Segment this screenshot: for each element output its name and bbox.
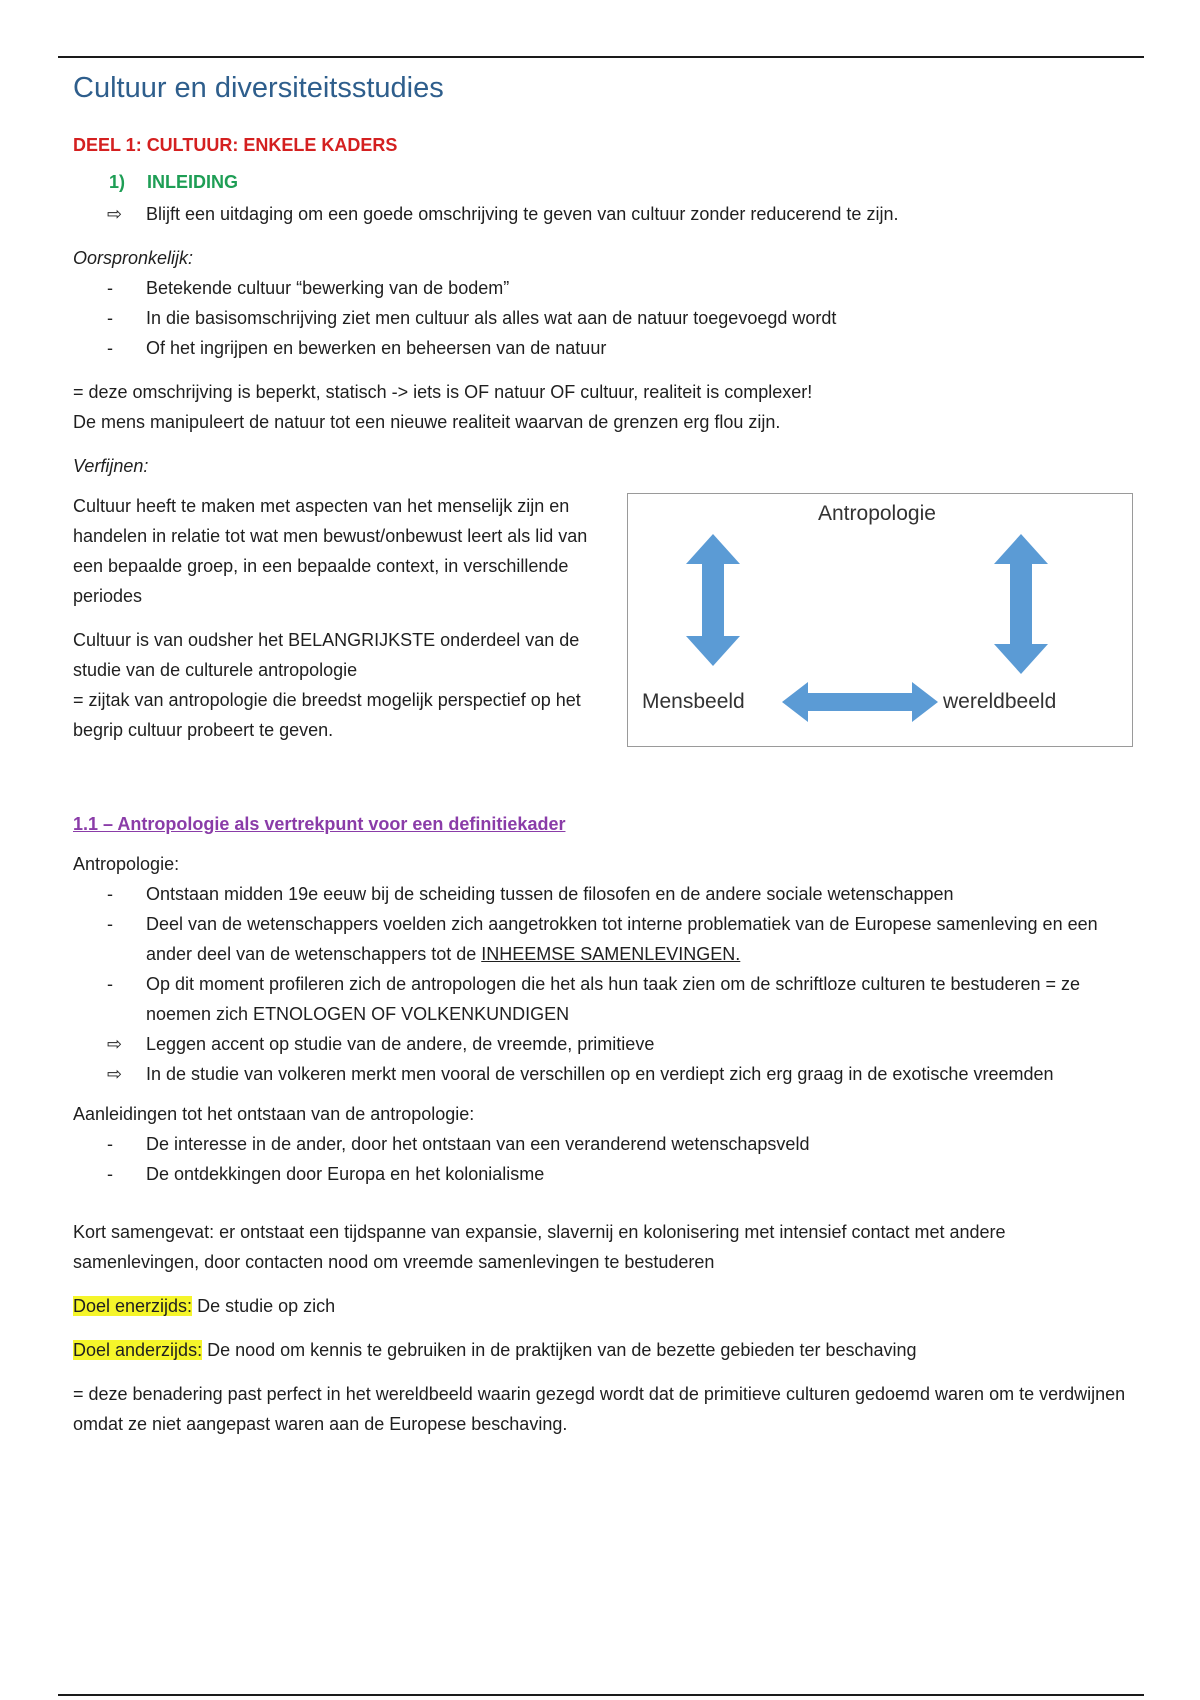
diagram-label-antropologie: Antropologie <box>818 502 936 525</box>
verfijnen-heading: Verfijnen: <box>73 456 149 476</box>
dash-bullet: - <box>107 974 113 994</box>
aanleidingen-heading: Aanleidingen tot het ontstaan van de antropologie: <box>73 1104 475 1124</box>
antropologie-heading: Antropologie: <box>73 854 180 874</box>
list-item: - De interesse in de ander, door het ontstaan van een veranderend wetenschapsveld <box>73 1129 1133 1159</box>
arrow-item: ⇨ Blijft een uitdaging om een goede omschrijving te geven van cultuur zonder reducerend te zijn. <box>73 199 1133 229</box>
grenzen-line: De mens manipuleert de natuur tot een nieuwe realiteit waarvan de grenzen erg flou zijn. <box>73 412 781 432</box>
oorspronkelijk-heading: Oorspronkelijk: <box>73 248 194 268</box>
arrow-bullet-icon: ⇨ <box>107 1064 123 1084</box>
subheading-number: 1) <box>109 172 126 192</box>
statisch-line: = deze omschrijving is beperkt, statisch -> iets is OF natuur OF cultuur, realiteit is complexer! <box>73 382 813 402</box>
arrow-item: ⇨ In de studie van volkeren merkt men vooral de verschillen op en verdiept zich erg graag in de exotische vreemden <box>73 1059 1133 1089</box>
list-item: - De ontdekkingen door Europa en het kolonialisme <box>73 1159 1133 1189</box>
part-heading: DEEL 1: CULTUUR: ENKELE KADERS <box>73 135 398 155</box>
diagram-label-wereldbeeld: wereldbeeld <box>943 690 1057 713</box>
list-item: - In die basisomschrijving ziet men cultuur als alles wat aan de natuur toegevoegd wordt <box>73 303 1133 333</box>
document-title: Cultuur en diversiteitsstudies <box>73 72 444 104</box>
list-item: - Ontstaan midden 19e eeuw bij de scheiding tussen de filosofen en de andere sociale wetenschappen <box>73 879 1133 909</box>
oudsher-paragraph: Cultuur is van oudsher het BELANGRIJKSTE onderdeel van de studie van de culturele antropologie <box>73 630 580 680</box>
aanleidingen-list <box>73 1129 1133 1189</box>
doel-anderzijds: Doel anderzijds: De nood om kennis te gebruiken in de praktijken van de bezette gebieden ter beschaving <box>73 1340 917 1360</box>
samengevat-paragraph: Kort samengevat: er ontstaat een tijdspanne van expansie, slavernij en kolonisering met intensief contact met andere samenlevingen, door contacten nood om vreemde samenlevingen te bestuderen <box>73 1222 1006 1272</box>
dash-bullet: - <box>107 1164 113 1184</box>
vertical-double-arrow-right-icon <box>994 534 1048 674</box>
horizontal-double-arrow-icon <box>782 682 938 722</box>
section-heading: 1.1 – Antropologie als vertrekpunt voor een definitiekader <box>73 814 566 834</box>
document-page <box>73 72 1133 1439</box>
dash-bullet: - <box>107 914 113 934</box>
dash-bullet: - <box>107 308 113 328</box>
dash-bullet: - <box>107 1134 113 1154</box>
verfijnen-paragraph: Cultuur heeft te maken met aspecten van het menselijk zijn en handelen in relatie tot wat men bewust/onbewust leert als lid van een bepaalde groep, in een bepaalde context, in verschillende periodes <box>73 496 588 606</box>
verfijnen-block <box>73 491 1133 747</box>
list-item: - Of het ingrijpen en bewerken en beheersen van de natuur <box>73 333 1133 363</box>
list-item: - Op dit moment profileren zich de antropologen die het als hun taak zien om de schriftloze culturen te bestuderen = ze noemen zich ETNOLOGEN OF VOLKENKUNDIGEN <box>73 969 1133 1029</box>
inheemse-underlined: INHEEMSE SAMENLEVINGEN. <box>481 944 741 964</box>
zijtak-paragraph: = zijtak van antropologie die breedst mogelijk perspectief op het begrip cultuur probeert te geven. <box>73 690 581 740</box>
diagram-label-mensbeeld: Mensbeeld <box>642 690 745 713</box>
list-item: - Betekende cultuur “bewerking van de bodem” <box>73 273 1133 303</box>
slot-paragraph: = deze benadering past perfect in het wereldbeeld waarin gezegd wordt dat de primitieve culturen gedoemd waren om te verdwijnen omdat ze niet aangepast waren aan de Europese beschaving. <box>73 1384 1126 1434</box>
antropologie-diagram <box>627 493 1133 747</box>
top-rule <box>58 56 1144 58</box>
dash-bullet: - <box>107 884 113 904</box>
arrow-bullet-icon: ⇨ <box>107 204 123 224</box>
subheading-inleiding <box>73 172 1133 193</box>
dash-bullet: - <box>107 338 113 358</box>
bottom-rule <box>58 1694 1144 1696</box>
vertical-double-arrow-left-icon <box>686 534 740 666</box>
oorspronkelijk-list <box>73 273 1133 363</box>
doel-enerzijds-label: Doel enerzijds: <box>73 1296 193 1316</box>
arrow-item: ⇨ Leggen accent op studie van de andere, de vreemde, primitieve <box>73 1029 1133 1059</box>
dash-bullet: - <box>107 278 113 298</box>
subheading-label: INLEIDING <box>147 172 239 192</box>
doel-anderzijds-label: Doel anderzijds: <box>73 1340 203 1360</box>
list-item: - Deel van de wetenschappers voelden zich aangetrokken tot interne problematiek van de Europese samenleving en een ander deel van de wetenschappers tot de INHEEMSE SAMENLEVINGEN. <box>73 909 1133 969</box>
intro-list <box>73 199 1133 229</box>
antropologie-list <box>73 879 1133 1089</box>
arrow-bullet-icon: ⇨ <box>107 1034 123 1054</box>
verfijnen-text <box>73 491 603 745</box>
doel-enerzijds: Doel enerzijds: De studie op zich <box>73 1296 336 1316</box>
